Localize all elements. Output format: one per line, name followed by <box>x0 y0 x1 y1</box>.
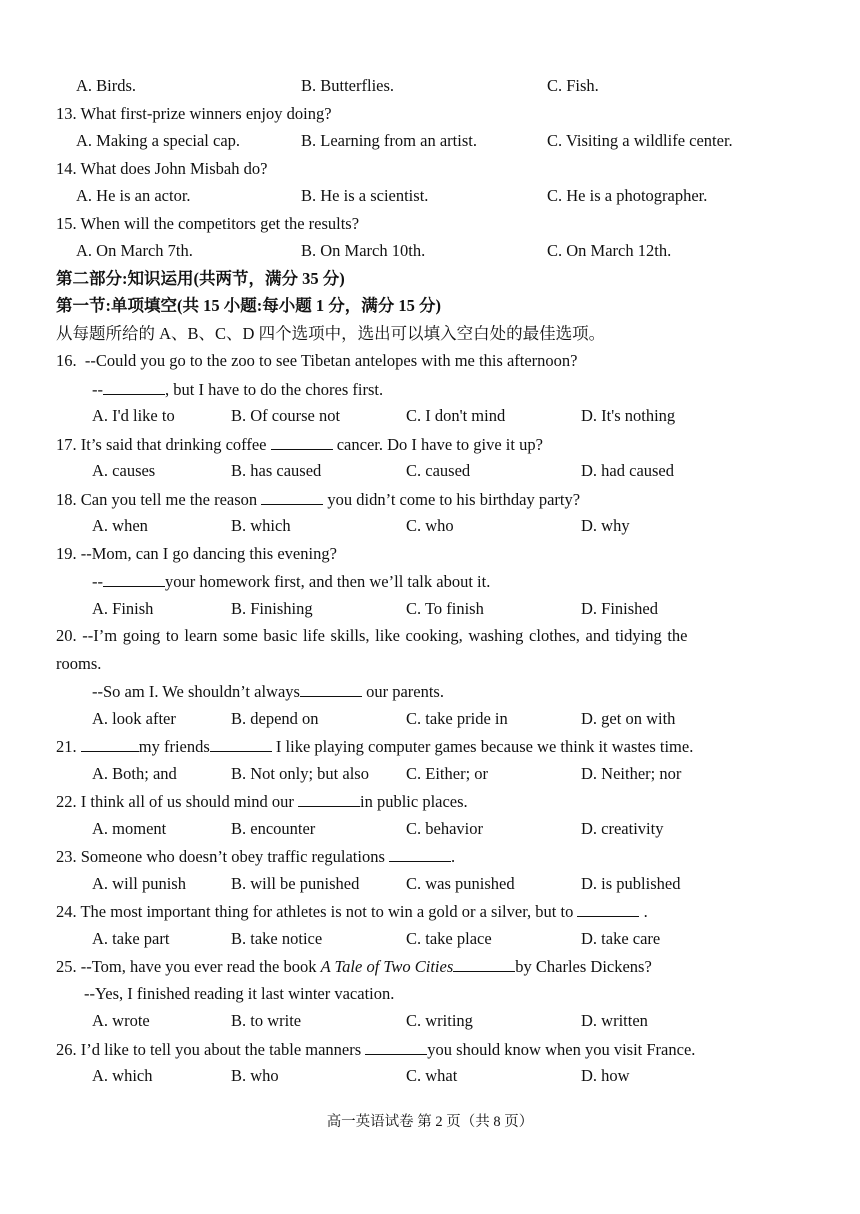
q14-question: 14. What does John Misbah do? <box>56 159 268 178</box>
q25-blank <box>453 956 515 972</box>
q12-option-a: A. Birds. <box>76 76 137 95</box>
q17-option-d: D. had caused <box>581 461 675 480</box>
q17-option-c: C. caused <box>406 461 471 480</box>
q23-option-b: B. will be punished <box>231 874 360 893</box>
part2-heading: 第二部分:知识运用(共两节，满分 35 分) <box>56 269 345 288</box>
q21-mid: my friends <box>138 737 210 756</box>
q21-option-d: D. Neither; nor <box>581 764 682 783</box>
q26-option-b: B. who <box>231 1066 279 1085</box>
q19-option-c: C. To finish <box>406 599 484 618</box>
q19-response <box>92 571 490 592</box>
q23-option-d: D. is published <box>581 874 681 893</box>
section1-heading: 第一节:单项填空(共 15 小题:每小题 1 分，满分 15 分) <box>56 296 441 315</box>
q13-question: 13. What first-prize winners enjoy doing? <box>56 104 332 123</box>
q21-blank-1 <box>81 736 139 752</box>
q14-option-a: A. He is an actor. <box>76 186 191 205</box>
q12-option-b: B. Butterflies. <box>301 76 395 95</box>
q23-blank <box>389 846 451 862</box>
q22-option-c: C. behavior <box>406 819 483 838</box>
q16-question: 16. --Could you go to the zoo to see Tibetan antelopes with me this afternoon? <box>56 351 578 370</box>
q20-option-a: A. look after <box>92 709 176 728</box>
q17-option-a: A. causes <box>92 461 156 480</box>
q16-response <box>92 379 383 400</box>
q15-option-b: B. On March 10th. <box>301 241 426 260</box>
q20-option-b: B. depend on <box>231 709 319 728</box>
q20-option-d: D. get on with <box>581 709 676 728</box>
q24-option-d: D. take care <box>581 929 661 948</box>
q25-option-d: D. written <box>581 1011 648 1030</box>
q16-option-a: A. I'd like to <box>92 406 175 425</box>
q18-pre: 18. Can you tell me the reason <box>56 490 262 509</box>
page-footer: 高一英语试卷 第 2 页（共 8 页） <box>326 1114 534 1130</box>
q24-post: . <box>639 902 648 921</box>
q20-response-pre: --So am I. We shouldn’t always <box>92 682 300 701</box>
q25-option-a: A. wrote <box>92 1011 150 1030</box>
q13-option-b: B. Learning from an artist. <box>301 131 477 150</box>
q25-option-b: B. to write <box>231 1011 302 1030</box>
q21-blank-2 <box>210 736 272 752</box>
q21-option-b: B. Not only; but also <box>231 764 369 783</box>
q19-option-d: D. Finished <box>581 599 659 618</box>
q17-post: cancer. Do I have to give it up? <box>332 435 543 454</box>
q22-question <box>56 791 468 812</box>
q26-option-a: A. which <box>92 1066 153 1085</box>
q21-option-c: C. Either; or <box>406 764 489 783</box>
q23-pre: 23. Someone who doesn’t obey traffic regulations <box>56 847 389 866</box>
q22-pre: 22. I think all of us should mind our <box>56 792 298 811</box>
q17-question <box>56 434 543 455</box>
q26-post: you should know when you visit France. <box>427 1040 696 1059</box>
q25-pre: 25. --Tom, have you ever read the book <box>56 957 321 976</box>
q26-option-c: C. what <box>406 1066 458 1085</box>
q16-response-post: , but I have to do the chores first. <box>165 380 384 399</box>
q18-option-d: D. why <box>581 516 630 535</box>
q15-option-a: A. On March 7th. <box>76 241 193 260</box>
q19-blank <box>103 571 165 587</box>
q23-question <box>56 846 455 867</box>
q13-option-c: C. Visiting a wildlife center. <box>547 131 733 150</box>
q26-option-d: D. how <box>581 1066 630 1085</box>
q24-option-a: A. take part <box>92 929 170 948</box>
q19-option-b: B. Finishing <box>231 599 313 618</box>
q20-blank <box>300 681 362 697</box>
q24-question <box>56 901 648 922</box>
q24-option-c: C. take place <box>406 929 492 948</box>
q16-option-b: B. Of course not <box>231 406 341 425</box>
q14-option-b: B. He is a scientist. <box>301 186 429 205</box>
q20-question-cont: rooms. <box>56 654 102 673</box>
q19-question: 19. --Mom, can I go dancing this evening? <box>56 544 337 563</box>
q19-response-pre: -- <box>92 572 103 591</box>
q23-option-c: C. was punished <box>406 874 515 893</box>
q16-blank <box>103 379 165 395</box>
q17-pre: 17. It’s said that drinking coffee <box>56 435 271 454</box>
q18-option-c: C. who <box>406 516 454 535</box>
q25-post: by Charles Dickens? <box>515 957 652 976</box>
q22-option-a: A. moment <box>92 819 167 838</box>
q16-option-c: C. I don't mind <box>406 406 506 425</box>
q24-blank <box>577 901 639 917</box>
q25-option-c: C. writing <box>406 1011 473 1030</box>
q25-response: --Yes, I finished reading it last winter vacation. <box>84 984 395 1003</box>
q17-blank <box>271 434 333 450</box>
q18-blank <box>261 489 323 505</box>
q20-response <box>92 681 444 702</box>
q26-question <box>56 1039 695 1060</box>
q20-option-c: C. take pride in <box>406 709 508 728</box>
q15-option-c: C. On March 12th. <box>547 241 672 260</box>
instructions: 从每题所给的 A、B、C、D 四个选项中，选出可以填入空白处的最佳选项。 <box>56 324 606 343</box>
q20-response-post: our parents. <box>361 682 444 701</box>
q19-option-a: A. Finish <box>92 599 154 618</box>
q23-option-a: A. will punish <box>92 874 186 893</box>
q23-post: . <box>451 847 456 866</box>
q21-post: I like playing computer games because we think it wastes time. <box>271 737 694 756</box>
q12-option-c: C. Fish. <box>547 76 599 95</box>
q21-question <box>56 736 693 757</box>
q26-blank <box>365 1039 427 1055</box>
q20-question: 20. --I’m going to learn some basic life skills, like cooking, washing clothes, and tidying the <box>56 626 688 645</box>
q17-option-b: B. has caused <box>231 461 322 480</box>
q13-option-a: A. Making a special cap. <box>76 131 241 150</box>
q18-question <box>56 489 580 510</box>
q22-option-d: D. creativity <box>581 819 664 838</box>
q25-book-title: A Tale of Two Cities <box>320 957 454 976</box>
q19-response-post: your homework first, and then we’ll talk about it. <box>165 572 491 591</box>
q25-question <box>56 956 652 977</box>
q18-option-a: A. when <box>92 516 148 535</box>
q26-pre: 26. I’d like to tell you about the table manners <box>56 1040 366 1059</box>
q24-pre: 24. The most important thing for athletes is not to win a gold or a silver, but to <box>56 902 578 921</box>
q16-option-d: D. It's nothing <box>581 406 676 425</box>
q16-response-pre: -- <box>92 380 103 399</box>
q15-question: 15. When will the competitors get the results? <box>56 214 360 233</box>
q18-option-b: B. which <box>231 516 291 535</box>
q18-post: you didn’t come to his birthday party? <box>323 490 581 509</box>
q22-blank <box>298 791 360 807</box>
q21-pre: 21. <box>56 737 81 756</box>
q22-option-b: B. encounter <box>231 819 316 838</box>
q22-post: in public places. <box>360 792 468 811</box>
q24-option-b: B. take notice <box>231 929 323 948</box>
q14-option-c: C. He is a photographer. <box>547 186 708 205</box>
q21-option-a: A. Both; and <box>92 764 177 783</box>
